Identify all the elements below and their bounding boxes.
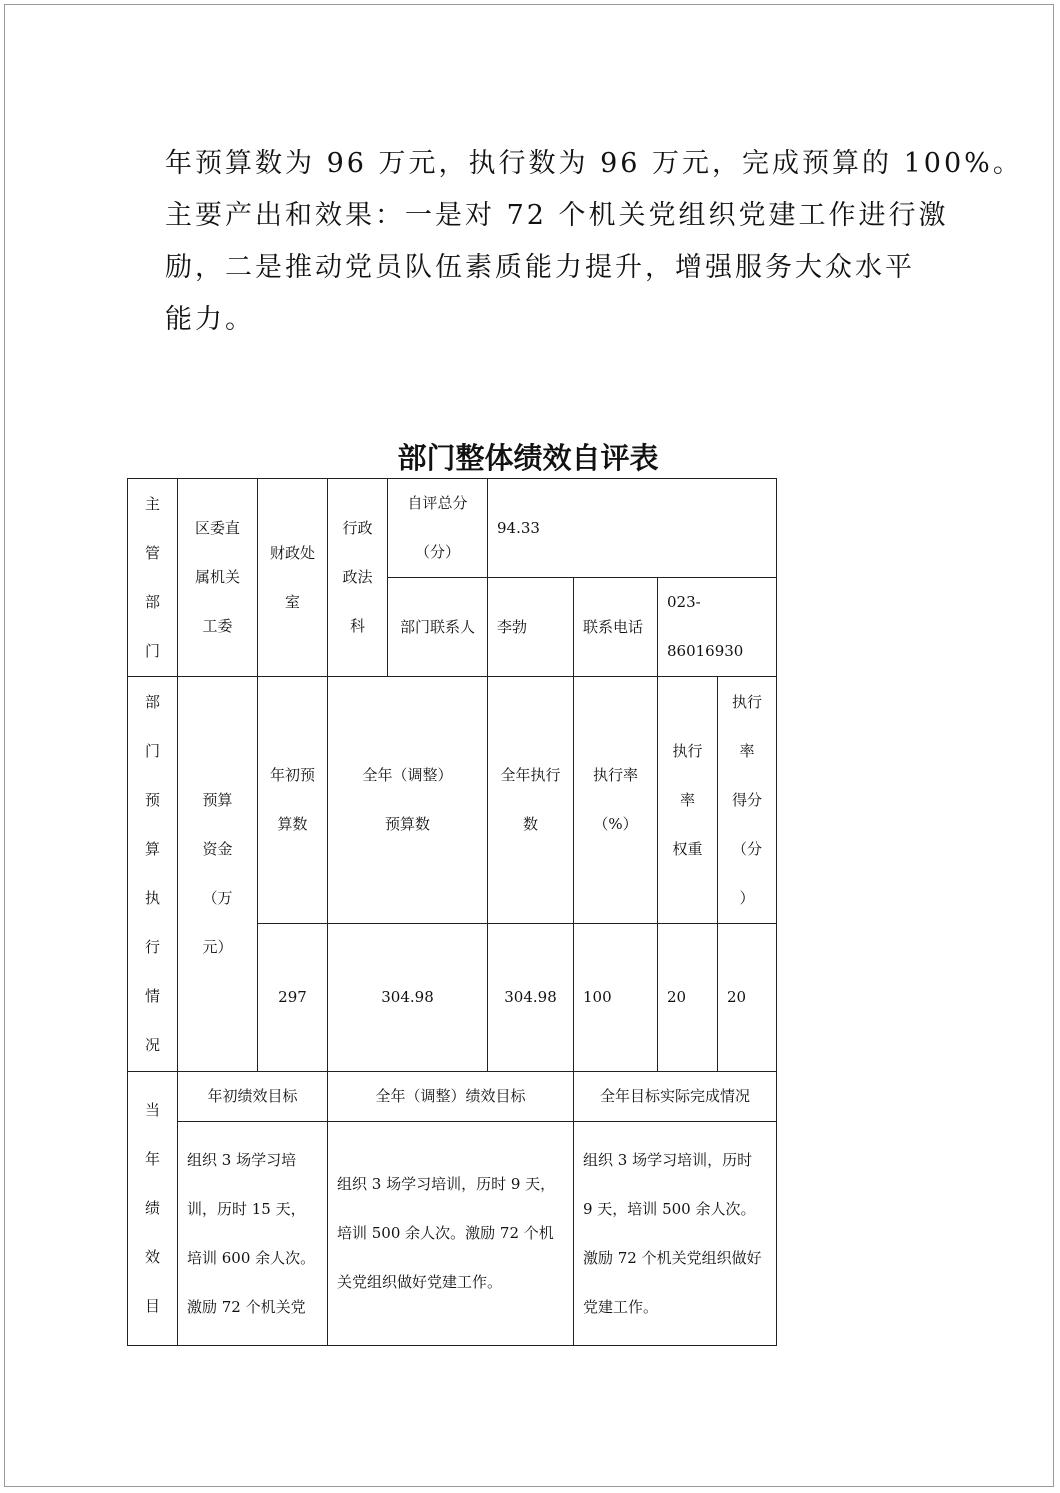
col-initial-header bbox=[258, 677, 328, 924]
col-score-line: 得分 bbox=[731, 790, 762, 809]
col-weight-line: 执行 bbox=[672, 741, 703, 760]
col-rate-line: 执行率 bbox=[592, 766, 638, 784]
finance-office-cell bbox=[258, 479, 328, 677]
fund-label-line: （万 bbox=[202, 889, 233, 907]
finance-section-cell bbox=[328, 479, 388, 677]
goals-col-initial-header bbox=[178, 1072, 328, 1122]
body-paragraph bbox=[165, 138, 1023, 346]
val-weight: 20 bbox=[667, 988, 687, 1006]
goals-col-adjusted-label: 全年（调整）绩效目标 bbox=[375, 1087, 526, 1105]
paragraph-line: 励，二是推动党员队伍素质能力提升，增强服务大众水平 bbox=[165, 252, 915, 283]
phone-label: 联系电话 bbox=[583, 617, 644, 636]
val-rate: 100 bbox=[583, 988, 612, 1006]
goals-initial-line: 培训 600 余人次。 bbox=[187, 1248, 316, 1267]
col-adjusted-header bbox=[328, 677, 488, 924]
score-label: 自评总分 bbox=[407, 494, 468, 512]
evaluation-table bbox=[127, 478, 777, 1346]
goals-adjusted-line: 关党组织做好党建工作。 bbox=[337, 1273, 503, 1291]
score-unit: （分） bbox=[414, 543, 460, 561]
goals-section-label-cell bbox=[128, 1072, 178, 1346]
paragraph-line: 能力。 bbox=[165, 304, 255, 335]
goals-adjusted-line: 培训 500 余人次。激励 72 个机 bbox=[337, 1224, 554, 1242]
col-initial-label: 年初预算数 bbox=[270, 766, 316, 833]
contact-value-cell bbox=[488, 578, 574, 677]
goals-actual-line: 组织 3 场学习培训，历时 bbox=[583, 1150, 753, 1169]
phone-value-cell bbox=[658, 578, 777, 677]
goals-actual-line: 激励 72 个机关党组织做好 bbox=[583, 1248, 762, 1267]
goals-actual-line: 9 天，培训 500 余人次。 bbox=[583, 1199, 756, 1218]
dept-label: 主管部门 bbox=[145, 494, 161, 660]
val-score: 20 bbox=[727, 988, 747, 1006]
val-executed: 304.98 bbox=[504, 988, 557, 1006]
col-score-line: ） bbox=[739, 888, 755, 907]
val-weight-cell bbox=[658, 924, 718, 1072]
table-title-text: 部门整体绩效自评表 bbox=[397, 441, 659, 475]
val-adjusted-cell bbox=[328, 924, 488, 1072]
contact-label-cell bbox=[388, 578, 488, 677]
col-score-header bbox=[718, 677, 777, 924]
col-score-line: （分 bbox=[731, 839, 762, 858]
goals-col-adjusted-header bbox=[328, 1072, 574, 1122]
col-adjusted-line: 全年（调整） bbox=[362, 766, 453, 784]
goals-col-initial-label: 年初绩效目标 bbox=[207, 1087, 298, 1105]
col-score-line: 率 bbox=[739, 741, 755, 760]
dept-value-cell bbox=[178, 479, 258, 677]
paragraph-line: 年预算数为 96 万元，执行数为 96 万元，完成预算的 100%。 bbox=[165, 148, 1023, 179]
col-executed-header bbox=[488, 677, 574, 924]
goals-actual-line: 党建工作。 bbox=[583, 1297, 659, 1316]
contact-value: 李勃 bbox=[497, 617, 528, 636]
phone-value: 023-86016930 bbox=[667, 593, 744, 660]
col-executed-line: 数 bbox=[522, 815, 538, 833]
score-label-cell bbox=[388, 479, 488, 578]
col-adjusted-line: 预算数 bbox=[384, 815, 430, 833]
fund-label-line: 预算 bbox=[202, 791, 233, 809]
val-executed-cell bbox=[488, 924, 574, 1072]
fund-label-line: 资金 bbox=[202, 840, 233, 858]
col-rate-header bbox=[574, 677, 658, 924]
budget-section-label-cell bbox=[128, 677, 178, 1072]
paragraph-line: 主要产出和效果：一是对 72 个机关党组织党建工作进行激 bbox=[165, 200, 949, 231]
contact-label: 部门联系人 bbox=[399, 617, 475, 636]
col-score-line: 执行 bbox=[731, 692, 762, 711]
col-weight-line: 率 bbox=[679, 790, 695, 809]
score-value-cell bbox=[488, 479, 777, 578]
goals-adjusted-line: 组织 3 场学习培训，历时 9 天， bbox=[337, 1175, 556, 1193]
fund-label-line: 元） bbox=[202, 938, 233, 956]
val-adjusted: 304.98 bbox=[381, 988, 434, 1006]
phone-label-cell bbox=[574, 578, 658, 677]
finance-section: 行政政法科 bbox=[342, 519, 373, 635]
val-initial: 297 bbox=[278, 988, 307, 1006]
budget-section-label: 部门预算执行情况 bbox=[145, 693, 161, 1054]
col-weight-header bbox=[658, 677, 718, 924]
goals-col-actual-label: 全年目标实际完成情况 bbox=[599, 1087, 750, 1105]
goals-initial-line: 激励 72 个机关党 bbox=[187, 1297, 306, 1316]
goals-section-label: 当年绩效目 bbox=[145, 1101, 161, 1315]
goals-initial-line: 训，历时 15 天， bbox=[187, 1199, 306, 1218]
fund-label-cell bbox=[178, 677, 258, 1072]
val-initial-cell bbox=[258, 924, 328, 1072]
dept-label-cell bbox=[128, 479, 178, 677]
goals-initial-line: 组织 3 场学习培 bbox=[187, 1150, 297, 1169]
goals-col-actual-header bbox=[574, 1072, 777, 1122]
goals-initial-cell bbox=[178, 1122, 328, 1346]
col-weight-line: 权重 bbox=[672, 839, 703, 858]
finance-office: 财政处室 bbox=[270, 543, 316, 611]
val-rate-cell bbox=[574, 924, 658, 1072]
col-executed-line: 全年执行 bbox=[500, 766, 561, 784]
goals-actual-cell bbox=[574, 1122, 777, 1346]
val-score-cell bbox=[718, 924, 777, 1072]
table-title bbox=[0, 436, 1060, 477]
dept-value: 区委直属机关工委 bbox=[195, 519, 241, 635]
score-value: 94.33 bbox=[497, 518, 540, 537]
col-rate-line: （%） bbox=[593, 815, 638, 833]
goals-adjusted-cell bbox=[328, 1122, 574, 1346]
